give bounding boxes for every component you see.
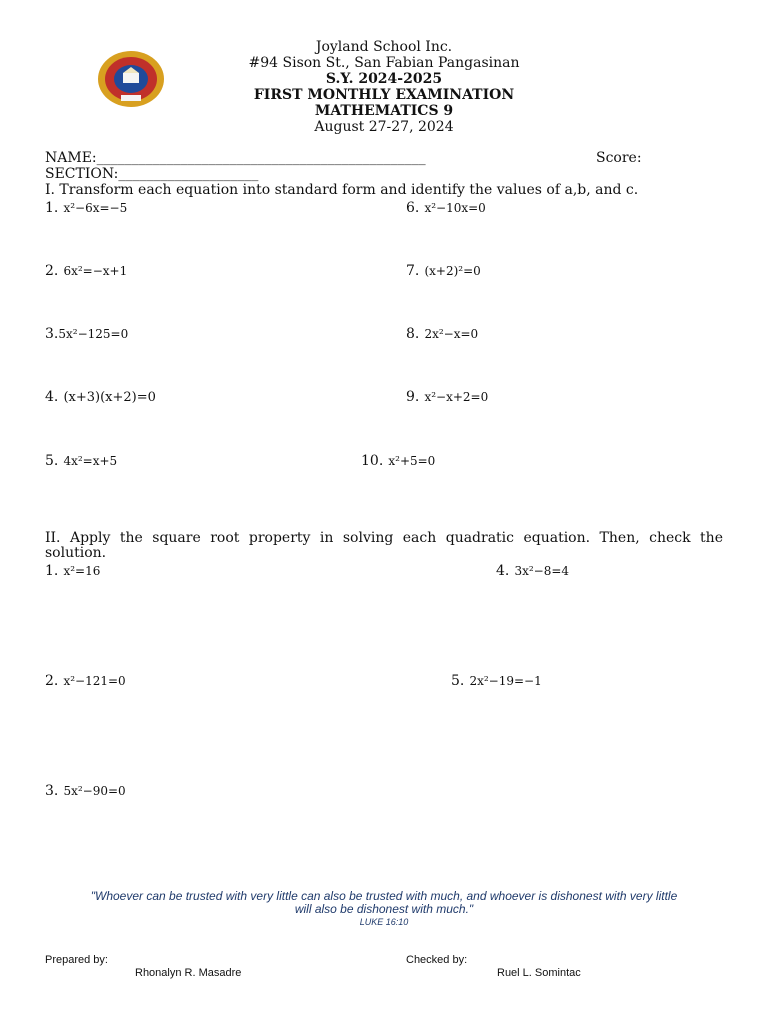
- section-field[interactable]: SECTION:____________________: [45, 166, 259, 182]
- equation: x²=16: [63, 564, 101, 578]
- bible-quote: [44, 890, 724, 916]
- school-address: #94 Sison St., San Fabian Pangasinan: [248, 55, 520, 71]
- quote-line-2: will also be dishonest with much.": [294, 902, 474, 916]
- exam-title: FIRST MONTHLY EXAMINATION: [253, 87, 515, 103]
- part2-instruction-line1: II. Apply the square root property in solving each quadratic equation. Then, check the: [45, 530, 723, 546]
- equation: 2x²−x=0: [424, 327, 479, 341]
- checked-by-label: Checked by:: [406, 954, 468, 966]
- subject-title: MATHEMATICS 9: [314, 103, 454, 119]
- part2-item-2: [45, 670, 126, 689]
- part1-item-7: [406, 260, 481, 279]
- part1-instruction: I. Transform each equation into standard form and identify the values of a,b, and c.: [45, 182, 639, 198]
- equation: x²−10x=0: [424, 201, 486, 215]
- score-field[interactable]: Score:: [596, 150, 642, 166]
- item-number: 9.: [406, 389, 420, 405]
- item-number: 10.: [361, 453, 384, 469]
- item-number: 8.: [406, 326, 420, 342]
- equation: (x+2)²=0: [424, 264, 481, 278]
- part2-item-3: [45, 780, 126, 799]
- item-number: 3.: [45, 326, 59, 342]
- item-number: 3.: [45, 783, 59, 799]
- part1-item-1: [45, 197, 127, 216]
- part1-item-3: [45, 323, 128, 342]
- item-number: 1.: [45, 200, 59, 216]
- equation: x²+5=0: [388, 454, 436, 468]
- part2-item-5: [451, 670, 542, 689]
- item-number: 6.: [406, 200, 420, 216]
- name-field[interactable]: NAME:_______________________________________________: [45, 150, 426, 166]
- part2-item-1: [45, 560, 100, 579]
- part1-item-8: [406, 323, 478, 342]
- equation: 3x²−8=4: [514, 564, 570, 578]
- exam-date: August 27-27, 2024: [314, 119, 454, 135]
- part1-item-10: [361, 450, 435, 469]
- equation: 5x²−90=0: [63, 784, 126, 798]
- equation: x²−121=0: [63, 674, 126, 688]
- part1-item-4: [45, 386, 156, 405]
- item-number: 2.: [45, 263, 59, 279]
- prepared-by-label: Prepared by:: [45, 954, 108, 966]
- school-year: S.Y. 2024-2025: [325, 71, 443, 87]
- equation: x²−6x=−5: [63, 201, 128, 215]
- item-number: 7.: [406, 263, 420, 279]
- part1-item-5: [45, 450, 117, 469]
- equation: 5x²−125=0: [58, 327, 129, 341]
- item-number: 2.: [45, 673, 59, 689]
- equation: 6x²=−x+1: [63, 264, 128, 278]
- part1-item-2: [45, 260, 127, 279]
- quote-line-1: "Whoever can be trusted with very little can also be trusted with much, and whoever is dishonest with very little: [90, 889, 678, 903]
- item-number: 1.: [45, 563, 59, 579]
- checked-by-name: Ruel L. Somintac: [497, 967, 581, 979]
- prepared-by-name: Rhonalyn R. Masadre: [135, 967, 242, 979]
- equation: x²−x+2=0: [424, 390, 489, 404]
- item-number: 4.: [45, 389, 59, 405]
- part1-item-6: [406, 197, 486, 216]
- school-name: Joyland School Inc.: [315, 39, 453, 55]
- item-number: 5.: [451, 673, 465, 689]
- part1-item-9: [406, 386, 488, 405]
- quote-reference: LUKE 16:10: [359, 917, 409, 927]
- item-number: 4.: [496, 563, 510, 579]
- part2-instruction-line2: solution.: [45, 545, 107, 561]
- part2-item-4: [496, 560, 569, 579]
- item-number: 5.: [45, 453, 59, 469]
- equation: 2x²−19=−1: [469, 674, 542, 688]
- equation: (x+3)(x+2)=0: [63, 390, 156, 405]
- equation: 4x²=x+5: [63, 454, 118, 468]
